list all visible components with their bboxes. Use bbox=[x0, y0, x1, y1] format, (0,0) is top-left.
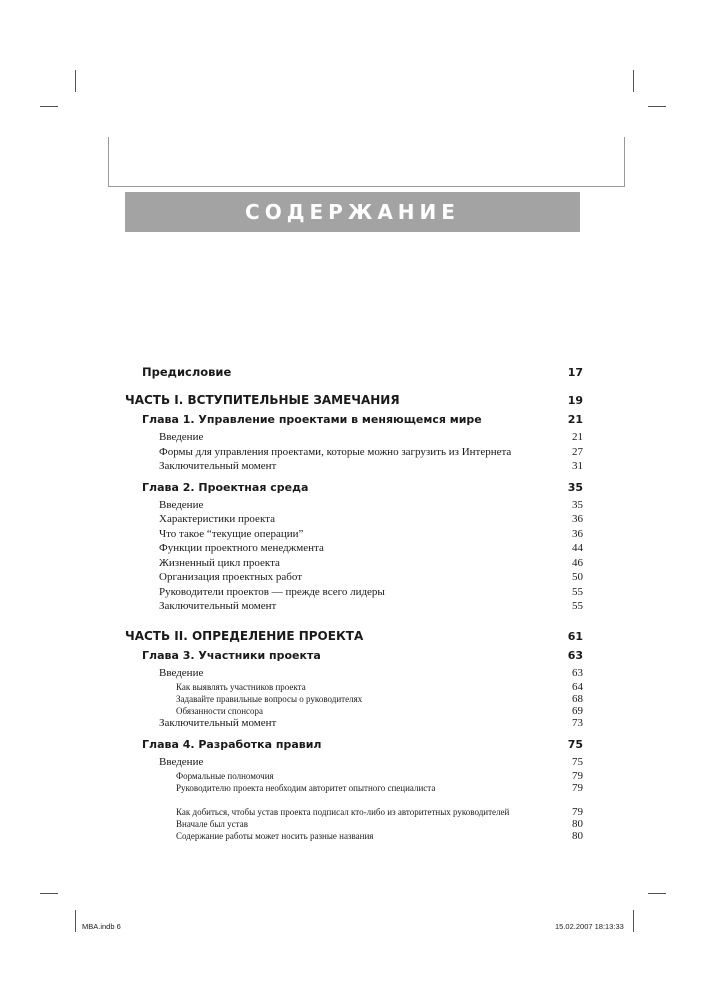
toc-section bbox=[125, 542, 583, 557]
page-title: СОДЕРЖАНИЕ bbox=[125, 192, 580, 232]
toc-subsection bbox=[125, 693, 583, 705]
toc-chapter-3 bbox=[125, 649, 583, 663]
toc-subsection-label: Как выявлять участников проекта bbox=[176, 682, 306, 692]
toc-chapter-1 bbox=[125, 413, 583, 427]
toc-section-label: Что такое “текущие операции” bbox=[159, 527, 304, 540]
toc-entry-page: 35 bbox=[567, 480, 583, 494]
toc-part-2 bbox=[125, 629, 583, 645]
toc-section bbox=[125, 557, 583, 572]
toc-subsection-label: Руководителю проекта необходим авторитет опытного специалиста bbox=[176, 783, 436, 793]
footer-file-info: MBA.indb 6 bbox=[82, 922, 121, 931]
toc-subsection-label: Формальные полномочия bbox=[176, 771, 274, 781]
toc-chapter-label: Глава 3. Участники проекта bbox=[142, 648, 321, 662]
toc-chapter-2 bbox=[125, 481, 583, 495]
toc-entry-page: 19 bbox=[567, 394, 583, 407]
toc-entry-page: 73 bbox=[572, 717, 583, 729]
toc-subsection bbox=[125, 705, 583, 717]
toc-chapter-label: Глава 1. Управление проектами в меняющемся мире bbox=[142, 413, 482, 426]
toc-subsection bbox=[125, 830, 583, 842]
toc-entry-page: 21 bbox=[567, 413, 583, 426]
toc-section-label: Введение bbox=[159, 755, 204, 768]
crop-mark bbox=[633, 70, 634, 92]
toc-entry-page: 27 bbox=[572, 445, 583, 458]
toc-subsection bbox=[125, 770, 583, 782]
toc-subsection bbox=[125, 818, 583, 830]
toc-entry-page: 79 bbox=[572, 782, 583, 794]
toc-section bbox=[125, 756, 583, 771]
toc-chapter-label: Глава 4. Разработка правил bbox=[142, 737, 322, 751]
toc-entry-page: 64 bbox=[572, 681, 583, 693]
toc-entry-preface bbox=[125, 365, 583, 379]
toc-section-label: Организация проектных работ bbox=[159, 571, 302, 583]
toc-section bbox=[125, 513, 583, 528]
toc-entry-page: 35 bbox=[572, 498, 583, 511]
toc-section bbox=[125, 586, 583, 601]
toc-entry-page: 75 bbox=[572, 755, 583, 768]
toc-section bbox=[125, 446, 583, 461]
toc-section-label: Функции проектного менеджмента bbox=[159, 542, 324, 554]
toc-entry-page: 79 bbox=[572, 770, 583, 782]
toc-subsection bbox=[125, 681, 583, 693]
toc-subsection-label: Вначале был устав bbox=[176, 819, 248, 829]
toc-section bbox=[125, 600, 583, 615]
toc-entry-page: 36 bbox=[572, 527, 583, 540]
crop-mark bbox=[75, 70, 76, 92]
toc-chapter-label: Глава 2. Проектная среда bbox=[142, 480, 309, 494]
toc-entry-page: 69 bbox=[572, 705, 583, 717]
toc-entry-page: 36 bbox=[572, 513, 583, 525]
toc-entry-page: 55 bbox=[572, 585, 583, 598]
toc-section-label: Руководители проектов — прежде всего лидеры bbox=[159, 585, 385, 598]
toc-entry-page: 46 bbox=[572, 556, 583, 569]
toc-entry-page: 75 bbox=[567, 737, 583, 751]
crop-mark bbox=[75, 910, 76, 932]
toc-entry-page: 68 bbox=[572, 693, 583, 705]
toc-part-label: ЧАСТЬ II. ОПРЕДЕЛЕНИЕ ПРОЕКТА bbox=[125, 628, 364, 643]
toc-part-1 bbox=[125, 393, 583, 409]
toc-subsection bbox=[125, 782, 583, 794]
toc-section-label: Заключительный момент bbox=[159, 600, 277, 612]
toc-subsection-label: Обязанности спонсора bbox=[176, 706, 264, 716]
crop-mark bbox=[40, 106, 58, 107]
crop-mark bbox=[648, 893, 666, 894]
toc-section-label: Заключительный момент bbox=[159, 717, 277, 729]
toc-section bbox=[125, 571, 583, 586]
toc-section-label: Введение bbox=[159, 498, 204, 511]
header-frame bbox=[108, 137, 625, 187]
toc-section bbox=[125, 667, 583, 682]
toc-subsection bbox=[125, 794, 583, 818]
crop-mark bbox=[648, 106, 666, 107]
toc-section-label: Введение bbox=[159, 431, 204, 443]
crop-mark bbox=[40, 893, 58, 894]
footer-timestamp: 15.02.2007 18:13:33 bbox=[555, 922, 624, 931]
toc-entry-page: 55 bbox=[572, 600, 583, 612]
toc-section bbox=[125, 431, 583, 446]
toc-entry-page: 80 bbox=[572, 830, 583, 842]
toc-section bbox=[125, 717, 583, 732]
toc-entry-page: 79 bbox=[572, 806, 583, 818]
toc-chapter-4 bbox=[125, 738, 583, 752]
toc-entry-page: 63 bbox=[572, 666, 583, 679]
toc-section-label: Заключительный момент bbox=[159, 460, 277, 472]
toc-entry-page: 61 bbox=[567, 629, 583, 643]
toc-subsection-label: Задавайте правильные вопросы о руководителях bbox=[176, 694, 363, 704]
toc-section-label: Жизненный цикл проекта bbox=[159, 556, 280, 569]
toc-section-label: Характеристики проекта bbox=[159, 513, 275, 525]
toc-section-label: Введение bbox=[159, 666, 204, 679]
toc-entry-page: 63 bbox=[567, 648, 583, 662]
toc-section bbox=[125, 460, 583, 475]
toc-entry-page: 80 bbox=[572, 818, 583, 830]
toc-subsection-label: Содержание работы может носить разные названия bbox=[176, 831, 374, 841]
toc-entry-page: 31 bbox=[572, 460, 583, 472]
toc-section bbox=[125, 528, 583, 543]
toc-entry-label: Предисловие bbox=[142, 365, 232, 379]
toc-section-label: Формы для управления проектами, которые можно загрузить из Интернета bbox=[159, 445, 512, 458]
toc-subsection-label: Как добиться, чтобы устав проекта подписал кто-либо из авторитетных руководителей bbox=[176, 807, 510, 817]
toc-part-label: ЧАСТЬ I. ВСТУПИТЕЛЬНЫЕ ЗАМЕЧАНИЯ bbox=[125, 393, 400, 407]
table-of-contents bbox=[125, 365, 583, 842]
toc-entry-page: 21 bbox=[572, 431, 583, 443]
toc-entry-page: 17 bbox=[567, 366, 583, 379]
toc-entry-page: 50 bbox=[572, 571, 583, 583]
crop-mark bbox=[633, 910, 634, 932]
toc-section bbox=[125, 499, 583, 514]
toc-entry-page: 44 bbox=[572, 542, 583, 554]
